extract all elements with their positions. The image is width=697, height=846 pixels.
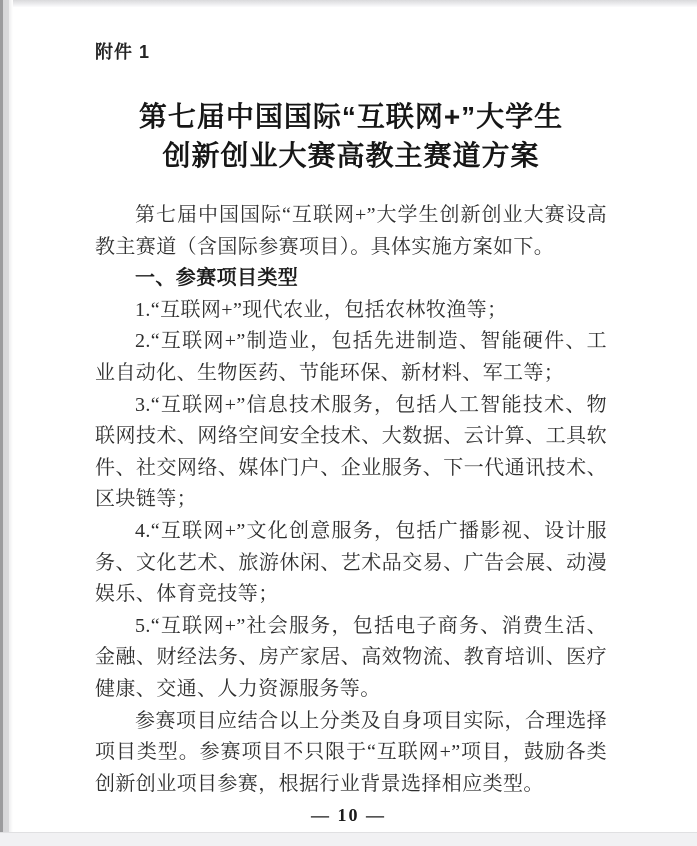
list-item-2-manufacturing: 2.“互联网+”制造业，包括先进制造、智能硬件、工业自动化、生物医药、节能环保、新材料、军工等；	[95, 330, 607, 384]
document-title-line1: 第七届中国国际“互联网+”大学生	[138, 101, 564, 132]
section-heading-project-types: 一、参赛项目类型	[135, 267, 299, 290]
list-item-4-cultural-creative-services: 4.“互联网+”文化创意服务，包括广播影视、设计服务、文化艺术、旅游休闲、艺术品交易、广告会展、动漫娱乐、体育竞技等；	[95, 519, 607, 606]
document-paragraphs	[95, 200, 607, 800]
intro-paragraph: 第七届中国国际“互联网+”大学生创新创业大赛设高教主赛道（含国际参赛项目）。具体实施方案如下。	[95, 204, 607, 258]
page-number: — 10 —	[311, 805, 386, 825]
document-title	[95, 97, 607, 175]
attachment-label: 附件 1	[95, 42, 151, 62]
document-title-line2: 创新创业大赛高教主赛道方案	[162, 140, 540, 171]
closing-paragraph: 参赛项目应结合以上分类及自身项目实际，合理选择项目类型。参赛项目不只限于“互联网+”项目，鼓励各类创新创业项目参赛，根据行业背景选择相应类型。	[95, 709, 607, 795]
list-item-5-social-services: 5.“互联网+”社会服务，包括电子商务、消费生活、金融、财经法务、房产家居、高效物流、教育培训、医疗健康、交通、人力资源服务等。	[95, 614, 607, 700]
list-item-1-modern-agriculture: 1.“互联网+”现代农业，包括农林牧渔等；	[135, 298, 508, 321]
list-item-3-it-services: 3.“互联网+”信息技术服务，包括人工智能技术、物联网技术、网络空间安全技术、大数据、云计算、工具软件、社交网络、媒体门户、企业服务、下一代通讯技术、区块链等；	[95, 393, 607, 511]
